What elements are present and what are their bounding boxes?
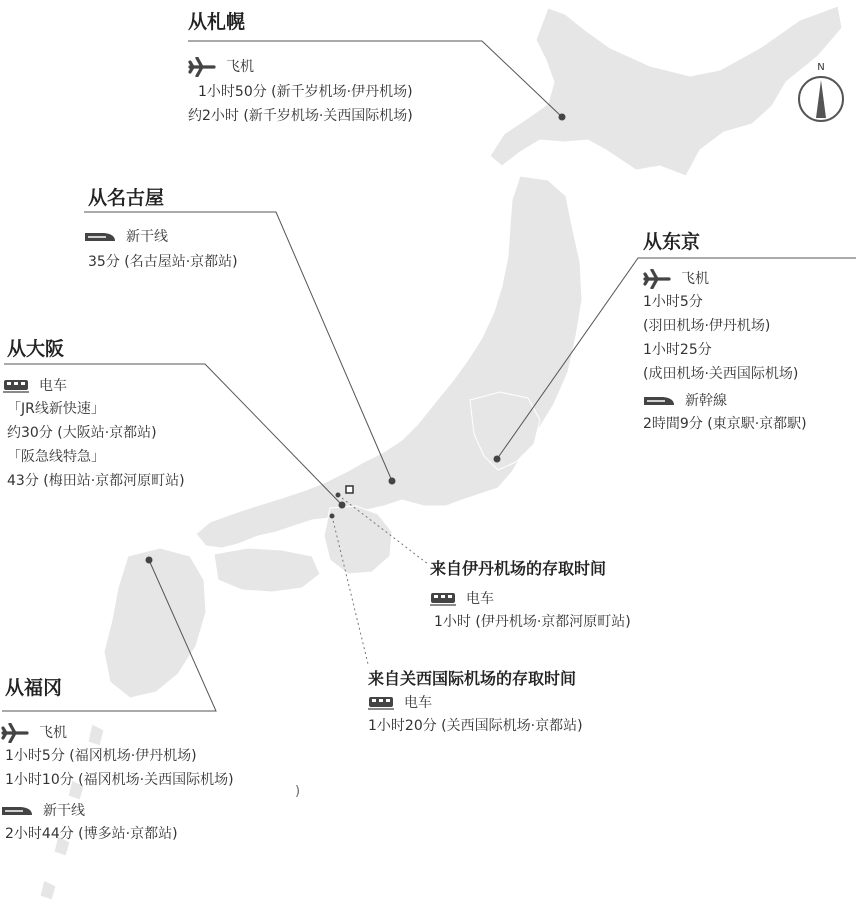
honshu-landmass	[196, 176, 582, 548]
mode-row	[368, 692, 583, 714]
mode-label: 飞机	[681, 271, 709, 287]
kyoto-marker	[346, 486, 353, 493]
info-line: 1小时5分	[643, 294, 703, 310]
mode-row	[430, 588, 631, 610]
info-line: (成田机场·关西国际机场)	[643, 366, 799, 382]
region-nagoya	[88, 186, 238, 274]
mode-row	[1, 800, 234, 822]
info-line: 1小时25分	[643, 342, 712, 358]
itami-pin	[336, 493, 341, 498]
mode-label: 电车	[404, 695, 432, 711]
compass-north-label: N	[817, 62, 825, 73]
train-icon	[430, 592, 456, 606]
info-line: 约30分 (大阪站·京都站)	[7, 425, 157, 441]
hokkaido-landmass	[490, 6, 842, 176]
mode-label: 飞机	[39, 725, 67, 741]
info-line: (羽田机场·伊丹机场)	[643, 318, 771, 334]
mode-row	[643, 268, 807, 290]
region-tokyo	[643, 230, 807, 436]
stray-paren: )	[295, 784, 301, 799]
train-icon	[368, 696, 394, 710]
info-line: 约2小时 (新千岁机场·关西国际机场)	[188, 108, 413, 124]
airplane-icon	[643, 269, 671, 289]
mode-row	[3, 375, 185, 397]
tokyo-pin	[494, 456, 501, 463]
region-title: 从福冈	[5, 677, 63, 699]
info-line: 1小时 (伊丹机场·京都河原町站)	[434, 614, 631, 630]
shinkansen-icon	[643, 395, 675, 407]
region-itami	[430, 558, 631, 634]
mode-label: 飞机	[226, 59, 254, 75]
info-line: 2小时44分 (博多站·京都站)	[5, 826, 178, 842]
region-title: 从大阪	[7, 338, 65, 360]
mode-label: 新干线	[126, 229, 168, 245]
info-line: 1小时20分 (关西国际机场·京都站)	[368, 718, 583, 734]
fukuoka-pin	[146, 557, 153, 564]
info-line: 1小时5分 (福冈机场·伊丹机场)	[5, 748, 197, 764]
info-line: 35分 (名古屋站·京都站)	[88, 254, 238, 270]
mode-row	[1, 722, 234, 744]
airplane-icon	[188, 57, 216, 77]
region-title: 来自伊丹机场的存取时间	[430, 559, 607, 578]
shikoku-landmass	[214, 548, 320, 592]
info-line: 2時間9分 (東京駅·京都駅)	[643, 416, 807, 432]
info-line: 「阪急线特急」	[7, 449, 105, 465]
region-kansai	[368, 668, 583, 738]
nagoya-pin	[389, 478, 396, 485]
mode-label: 新幹線	[685, 393, 727, 409]
train-icon	[3, 379, 29, 393]
shinkansen-icon	[84, 231, 116, 243]
region-title: 从东京	[643, 231, 701, 253]
info-line: 1小时50分 (新千岁机场·伊丹机场)	[198, 84, 413, 100]
region-sapporo	[188, 10, 413, 128]
compass-icon	[799, 62, 843, 121]
sapporo-pin	[559, 114, 566, 121]
region-fukuoka	[5, 676, 234, 846]
region-osaka	[7, 337, 185, 493]
mode-label: 新干线	[43, 803, 85, 819]
info-line: 1小时10分 (福冈机场·关西国际机场)	[5, 772, 234, 788]
mode-label: 电车	[466, 591, 494, 607]
info-line: 「JR线新快速」	[7, 401, 105, 417]
region-title: 从名古屋	[88, 187, 165, 209]
mode-row	[84, 226, 238, 248]
mode-row	[643, 390, 807, 412]
shinkansen-icon	[1, 805, 33, 817]
info-line: 43分 (梅田站·京都河原町站)	[7, 473, 185, 489]
kansai-pin	[330, 514, 335, 519]
mode-label: 电车	[39, 378, 67, 394]
osaka-pin	[339, 502, 346, 509]
region-title: 从札幌	[188, 11, 246, 33]
airplane-icon	[1, 723, 29, 743]
mode-row	[188, 56, 413, 78]
region-title: 来自关西国际机场的存取时间	[368, 669, 577, 688]
